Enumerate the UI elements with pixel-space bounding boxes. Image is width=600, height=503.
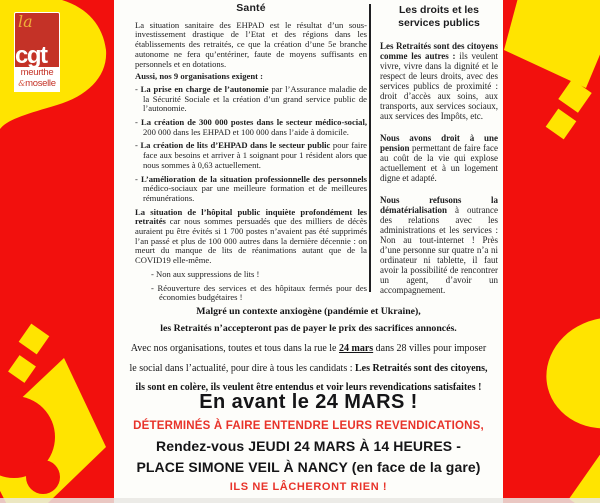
yellow-diamond-top-right [504, 0, 600, 88]
droits-paragraph: Nous avons droit à une pension permettant de faire face au coût de la vie qui explose actuellement et à un logement digne et adapté. [380, 133, 498, 183]
yellow-blob-right [535, 305, 600, 442]
hopital-paragraph: La situation de l’hôpital public inquiète profondément les retraités car nous sommes persuadés que des milliers de décès auraient pu être évités si 1 700 postes n’avaient pas été supprimés l’an passé et plus de 100 000 autres dans la dernière décennie : on meurt du manque de lits de réanimations autant que de la COVID19 elle-même. [135, 206, 367, 266]
en-avant-headline: En avant le 24 MARS ! [199, 391, 418, 413]
logo-dept-ampersand: & [18, 78, 26, 88]
ils-ne-lacheront-line: ILS NE LÂCHERONT RIEN ! [229, 481, 388, 493]
yellow-diamond-bottom-right [569, 453, 600, 503]
scan-edge-strip [0, 498, 600, 503]
red-circle-small [26, 460, 60, 494]
sante-intro: La situation sanitaire des EHPAD est le résultat d’un sous-investissement drastique de l’Etat et des régions dans les établissements des retraités, ce que la création d’une 5e branche autonome ne fera qu’entériner, faute de moyens suffisants en personnels et en dotations. [135, 19, 367, 69]
yellow-small-diamond-bottom-left [8, 355, 36, 383]
rendezvous-block [114, 436, 503, 478]
logo-cgt-text: cgt [15, 42, 47, 69]
yellow-small-diamond-left [19, 324, 50, 355]
bullet-item: - La prise en charge de l’autonomie par l’Assurance maladie de la Sécurité Sociale et la création d’un grand service public de l’autonomie. [135, 83, 368, 114]
logo-dept-line2: moselle [25, 77, 56, 89]
droits-paragraph: Les Retraités sont des citoyens comme les autres : ils veulent vivre, vivre dans la dignité et le respect de leurs droits, avec des services publics de proximité : droit d’accès aux soins, aux transports, aux services sociaux, aux services des Impôts, etc. [380, 41, 498, 121]
sub-bullet-item: - Réouverture des services et des hôpitaux fermés pour des économies budgétaires ! [151, 282, 367, 303]
malgre-statement [114, 303, 503, 337]
sante-demands-title: Aussi, nos 9 organisations exigent : [135, 71, 263, 82]
determines-line: DÉTERMINÉS À FAIRE ENTENDRE LEURS REVENDICATIONS, [133, 420, 484, 432]
droits-heading [380, 4, 498, 30]
sante-column [135, 4, 367, 307]
droits-column [380, 4, 498, 307]
yellow-small-diamond-right-2 [546, 109, 577, 140]
bullet-item: - La création de lits d’EHPAD dans le secteur public pour faire face aux besoins et arriver à 1 soignant pour 1 résident alors que nous sommes à 0,63 actuellement. [135, 140, 367, 170]
logo-department [14, 67, 60, 92]
malgre-line1: Malgré un contexte anxiogène (pandémie et Ukraine), [196, 306, 421, 317]
rendezvous-line1: Rendez-vous JEUDI 24 MARS À 14 HEURES - [156, 438, 461, 454]
demands-list [135, 85, 367, 204]
droits-paragraph: Nous refusons la dématérialisation à outrance des relations avec les administrations et les services : Non au tout-internet ! Près d’une personne sur quatre n’a ni ordinateur ni tablette, il faut avoir la possibilité de rencontrer un agent, d’avoir un accompagnement. [380, 195, 498, 295]
logo-dept-line1: meurthe [20, 67, 54, 78]
droits-heading-line2: services publics [398, 17, 480, 29]
logo-la-script: la [18, 12, 33, 31]
mobilisation-paragraph: Avec nos organisations, toutes et tous dans la rue le 24 mars dans 28 villes pour imposer le social dans l’actualité, pour dire à tous les candidats : Les Retraités sont des citoyens, ils sont en colère, ils veulent être entendus et voir leurs revendications satisfaites ! [129, 343, 488, 393]
malgre-line2: les Retraités n’accepteront pas de payer le prix des sacrifices annoncés. [160, 323, 457, 334]
rendezvous-line2: PLACE SIMONE VEIL À NANCY (en face de la gare) [136, 459, 481, 475]
cgt-logo [14, 12, 60, 92]
column-divider [369, 4, 371, 292]
sante-heading: Santé [236, 2, 266, 14]
leaflet-page [114, 0, 503, 503]
bullet-item: - L’amélioration de la situation professionnelle des personnels médico-sociaux par une meilleure formation et de meilleures rémunérations. [135, 173, 368, 203]
bullet-item: - La création de 300 000 postes dans le secteur médico-social, 200 000 dans les EHPAD et 100 000 dans l’aide à domicile. [135, 117, 368, 137]
sub-bullet-item: - Non aux suppressions de lits ! [151, 268, 260, 279]
droits-heading-line1: Les droits et les [399, 4, 479, 16]
hopital-sub-list [135, 270, 367, 303]
cgt-logo-square [14, 12, 60, 67]
